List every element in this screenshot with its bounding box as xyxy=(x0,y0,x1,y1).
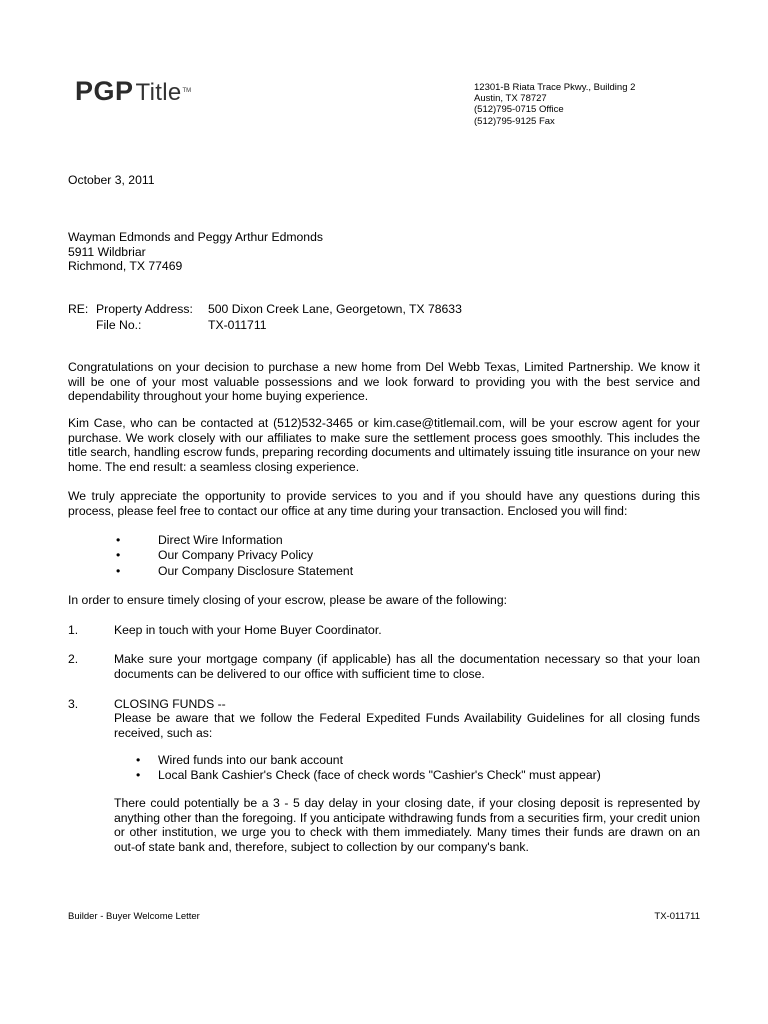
address-line: 12301-B Riata Trace Pkwy., Building 2 xyxy=(474,82,636,93)
address-line: Austin, TX 78727 xyxy=(474,93,547,105)
paragraph-delay-note: There could potentially be a 3 - 5 day delay in your closing date, if your closing deposit is represented by anything other than the foregoing. If you anticipate withdrawing funds from a securities firm, your credit union or other institution, we urge you to check with them immediately. Many times their funds are drawn on an out-of state bank and, therefore, subject to collection by our company's bank. xyxy=(114,796,700,854)
re-property-value: 500 Dixon Creek Lane, Georgetown, TX 78633 xyxy=(208,302,462,316)
enclosure-item: Our Company Disclosure Statement xyxy=(158,564,354,578)
list-intro: In order to ensure timely closing of your escrow, please be aware of the following: xyxy=(68,593,507,607)
item-number: 2. xyxy=(68,652,79,666)
item-text: Keep in touch with your Home Buyer Coordinator. xyxy=(114,623,382,637)
recipient-street: 5911 Wildbriar xyxy=(68,244,146,259)
address-line: (512)795-0715 Office xyxy=(474,104,564,116)
item-number: 3. xyxy=(68,697,79,711)
re-file-value: TX-011711 xyxy=(208,318,267,332)
logo-main-text: PGP xyxy=(75,76,134,106)
item-text: Make sure your mortgage company (if applicable) has all the documentation necessary so that your loan documents can be delivered to our office with sufficient time to close. xyxy=(114,652,700,681)
bullet-icon: • xyxy=(136,768,141,782)
company-logo xyxy=(75,76,191,106)
fund-type-item: Wired funds into our bank account xyxy=(158,753,343,767)
recipient-city: Richmond, TX 77469 xyxy=(68,259,183,274)
item-heading: CLOSING FUNDS -- xyxy=(114,697,226,711)
fund-type-item: Local Bank Cashier's Check (face of check words "Cashier's Check" must appear) xyxy=(158,768,601,782)
paragraph-appreciation: We truly appreciate the opportunity to provide services to you and if you should have any questions during this process, please feel free to contact our office at any time during your transaction. Enclosed you will find: xyxy=(68,489,700,518)
item-number: 1. xyxy=(68,623,79,637)
bullet-icon: • xyxy=(116,548,121,562)
company-address xyxy=(474,82,635,127)
re-file-label: File No.: xyxy=(96,318,142,332)
enclosure-item: Direct Wire Information xyxy=(158,533,283,547)
footer-right: TX-011711 xyxy=(654,911,700,922)
re-prefix: RE: xyxy=(68,302,89,316)
paragraph-congratulations: Congratulations on your decision to purchase a new home from Del Webb Texas, Limited Partnership. We know it will be one of your most valuable possessions and we look forward to providing you with the best service and dependability throughout your home buying experience. xyxy=(68,360,700,404)
recipient-names: Wayman Edmonds and Peggy Arthur Edmonds xyxy=(68,230,323,244)
item-text: Please be aware that we follow the Federal Expedited Funds Availability Guidelines for all closing funds received, such as: xyxy=(114,711,700,740)
recipient-block xyxy=(68,230,323,274)
paragraph-escrow-agent: Kim Case, who can be contacted at (512)532-3465 or kim.case@titlemail.com, will be your escrow agent for your purchase. We work closely with our affiliates to make sure the settlement process goes smoothly. This includes the title search, handling escrow funds, preparing recording documents and ultimately issuing title insurance on your new home. The end result: a seamless closing experience. xyxy=(68,416,700,474)
address-line: (512)795-9125 Fax xyxy=(474,115,555,127)
footer-left: Builder - Buyer Welcome Letter xyxy=(68,911,200,922)
enclosure-item: Our Company Privacy Policy xyxy=(158,548,314,562)
bullet-icon: • xyxy=(116,564,121,578)
bullet-icon: • xyxy=(136,753,141,767)
letter-date: October 3, 2011 xyxy=(68,173,155,187)
logo-trademark: TM xyxy=(182,88,192,94)
logo-sub-text: Title xyxy=(135,79,182,106)
re-property-label: Property Address: xyxy=(96,302,193,316)
bullet-icon: • xyxy=(116,533,121,547)
